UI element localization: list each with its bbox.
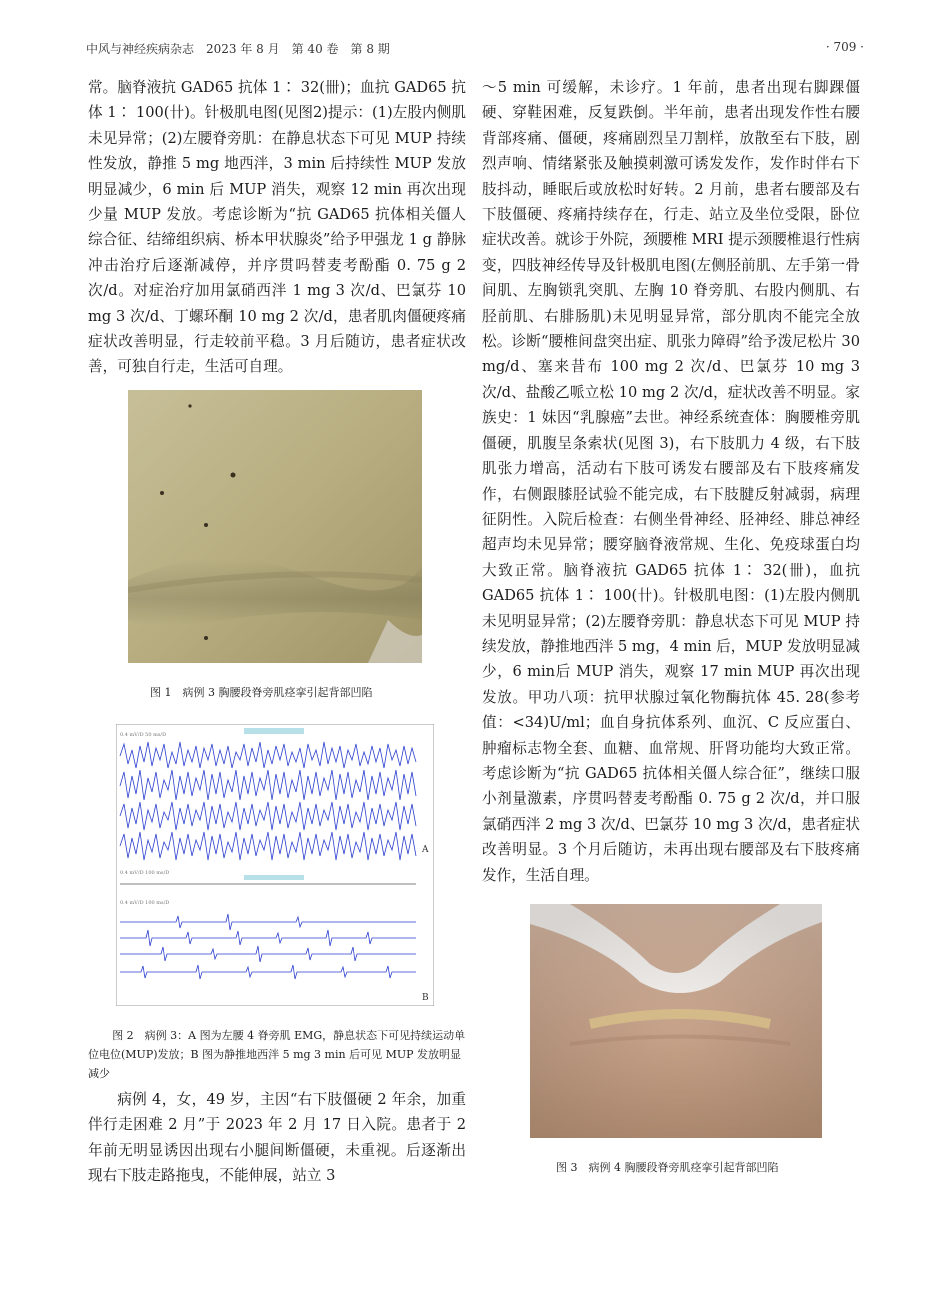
left-paragraph-2: 病例 4，女，49 岁，主因“右下肢僵硬 2 年余，加重伴行走困难 2 月”于 2023 年 2 月 17 日入院。患者于 2 年前无明显诱因出现右小腿间断僵硬，未重视。后逐渐出现右下肢走路拖曳，不能伸展，站立 3 [88, 1091, 466, 1185]
svg-text:0.4 mV/D 50 ms/D: 0.4 mV/D 50 ms/D [120, 732, 167, 738]
left-column [88, 75, 466, 380]
right-column [482, 75, 860, 888]
running-header [86, 40, 864, 64]
left-paragraph-1: 常。脑脊液抗 GAD65 抗体 1∶ 32(卌)；血抗 GAD65 抗体 1∶ 100(卄)。针极肌电图(见图2)提示：(1)左股内侧肌未见异常；(2)左腰脊旁肌：在静息状态下可见 MUP 持续性发放，静推 5 mg 地西泮，3 min 后持续性 MUP 发放明显减少，6 min 后 MUP 消失，观察 12 min 再次出现少量 MUP 发放。考虑诊断为“抗 GAD65 抗体相关僵人综合征、结缔组织病、桥本甲状腺炎”给予甲强龙 1 g 静脉冲击治疗后逐渐减停，并序贯吗替麦考酚酯 0. 75 g 2 次/d。对症治疗加用氯硝西泮 1 mg 3 次/d、巴氯芬 10 mg 3 次/d、丁螺环酮 10 mg 2 次/d，患者肌肉僵硬疼痛症状改善明显，行走较前平稳。3 月后随访，患者症状改善，可独自行走，生活可自理。 [88, 79, 466, 376]
figure-2-caption: 图 2 病例 3：A 图为左腰 4 脊旁肌 EMG，静息状态下可见持续运动单位电位(MUP)发放；B 图为静推地西泮 5 mg 3 min 后可见 MUP 发放明显减少 [88, 1029, 466, 1080]
emg-traces-image [116, 724, 434, 1006]
panel-a-label: A [422, 845, 429, 855]
right-paragraph-1: ～5 min 可缓解，未诊疗。1 年前，患者出现右脚踝僵硬、穿鞋困难，反复跌倒。半年前，患者出现发作性右腰背部疼痛、僵硬，疼痛剧烈呈刀割样，放散至右下肢，剧烈声响、情绪紧张及触摸刺激可诱发发作，发作时伴右下肢抖动，睡眠后或放松时好转。2 月前，患者右腰部及右下肢僵硬、疼痛持续存在，行走、站立及坐位受限，卧位症状改善。就诊于外院，颈腰椎 MRI 提示颈腰椎退行性病变，四肢神经传导及针极肌电图(左侧胫前肌、左手第一骨间肌、左胸锁乳突肌、左胸 10 脊旁肌、右股内侧肌、右胫前肌、右腓肠肌)未见明显异常，部分肌肉不能完全放松。诊断“腰椎间盘突出症、肌张力障碍”给予泼尼松片 30 mg/d、塞来昔布 100 mg 2 次/d、巴氯芬 10 mg 3 次/d、盐酸乙哌立松 10 mg 2 次/d，症状改善不明显。家族史：1 妹因“乳腺癌”去世。神经系统查体：胸腰椎旁肌僵硬，肌腹呈条索状(见图 3)，右下肢肌力 4 级，右下肢肌张力增高，活动右下肢可诱发右腰部及右下肢疼痛发作，右侧跟膝胫试验不能完成，右下肢腱反射减弱，病理征阴性。入院后检查：右侧坐骨神经、胫神经、腓总神经超声均未见异常；腰穿脑脊液常规、生化、免疫球蛋白均大致正常。脑脊液抗 GAD65 抗体 1∶ 32(卌)，血抗 GAD65 抗体 1∶ 100(卄)。针极肌电图：(1)左股内侧肌未见明显异常；(2)左腰脊旁肌：静息状态下可见 MUP 持续发放，静推地西泮 5 mg，4 min 后，MUP 发放明显减少，6 min后 MUP 消失，观察 17 min MUP 再次出现发放。甲功八项：抗甲状腺过氧化物酶抗体 45. 28(参考值：<34)U/ml；血自身抗体系列、血沉、C 反应蛋白、肿瘤标志物全套、血糖、血常规、肝肾功能均大致正常。考虑诊断为“抗 GAD65 抗体相关僵人综合征”，继续口服小剂量激素，序贯吗替麦考酚酯 0. 75 g 2 次/d，并口服氯硝西泮 2 mg 3 次/d、巴氯芬 10 mg 3 次/d，患者症状改善明显。3 个月后随访，未再出现右腰部及右下肢疼痛发作，生活自理。 [482, 79, 861, 884]
svg-text:0.4 mV/D 100 ms/D: 0.4 mV/D 100 ms/D [120, 900, 170, 906]
panel-b-label: B [422, 993, 429, 1003]
left-column-bottom [88, 1087, 466, 1189]
neck-back-photo-image [530, 904, 822, 1138]
figure-1-photo [128, 390, 422, 663]
figure-3-photo [530, 904, 822, 1138]
back-photo-image [128, 390, 422, 663]
figure-2-emg [116, 724, 434, 1006]
journal-info: 中风与神经疾病杂志 2023 年 8 月 第 40 卷 第 8 期 [86, 42, 390, 56]
figure-1-caption: 图 1 病例 3 胸腰段脊旁肌痉挛引起背部凹陷 [150, 686, 373, 699]
figure-3-caption: 图 3 病例 4 胸腰段脊旁肌痉挛引起背部凹陷 [556, 1161, 779, 1174]
page-number: · 709 · [825, 40, 864, 54]
svg-text:0.4 mV/D 100 ms/D: 0.4 mV/D 100 ms/D [120, 870, 170, 876]
